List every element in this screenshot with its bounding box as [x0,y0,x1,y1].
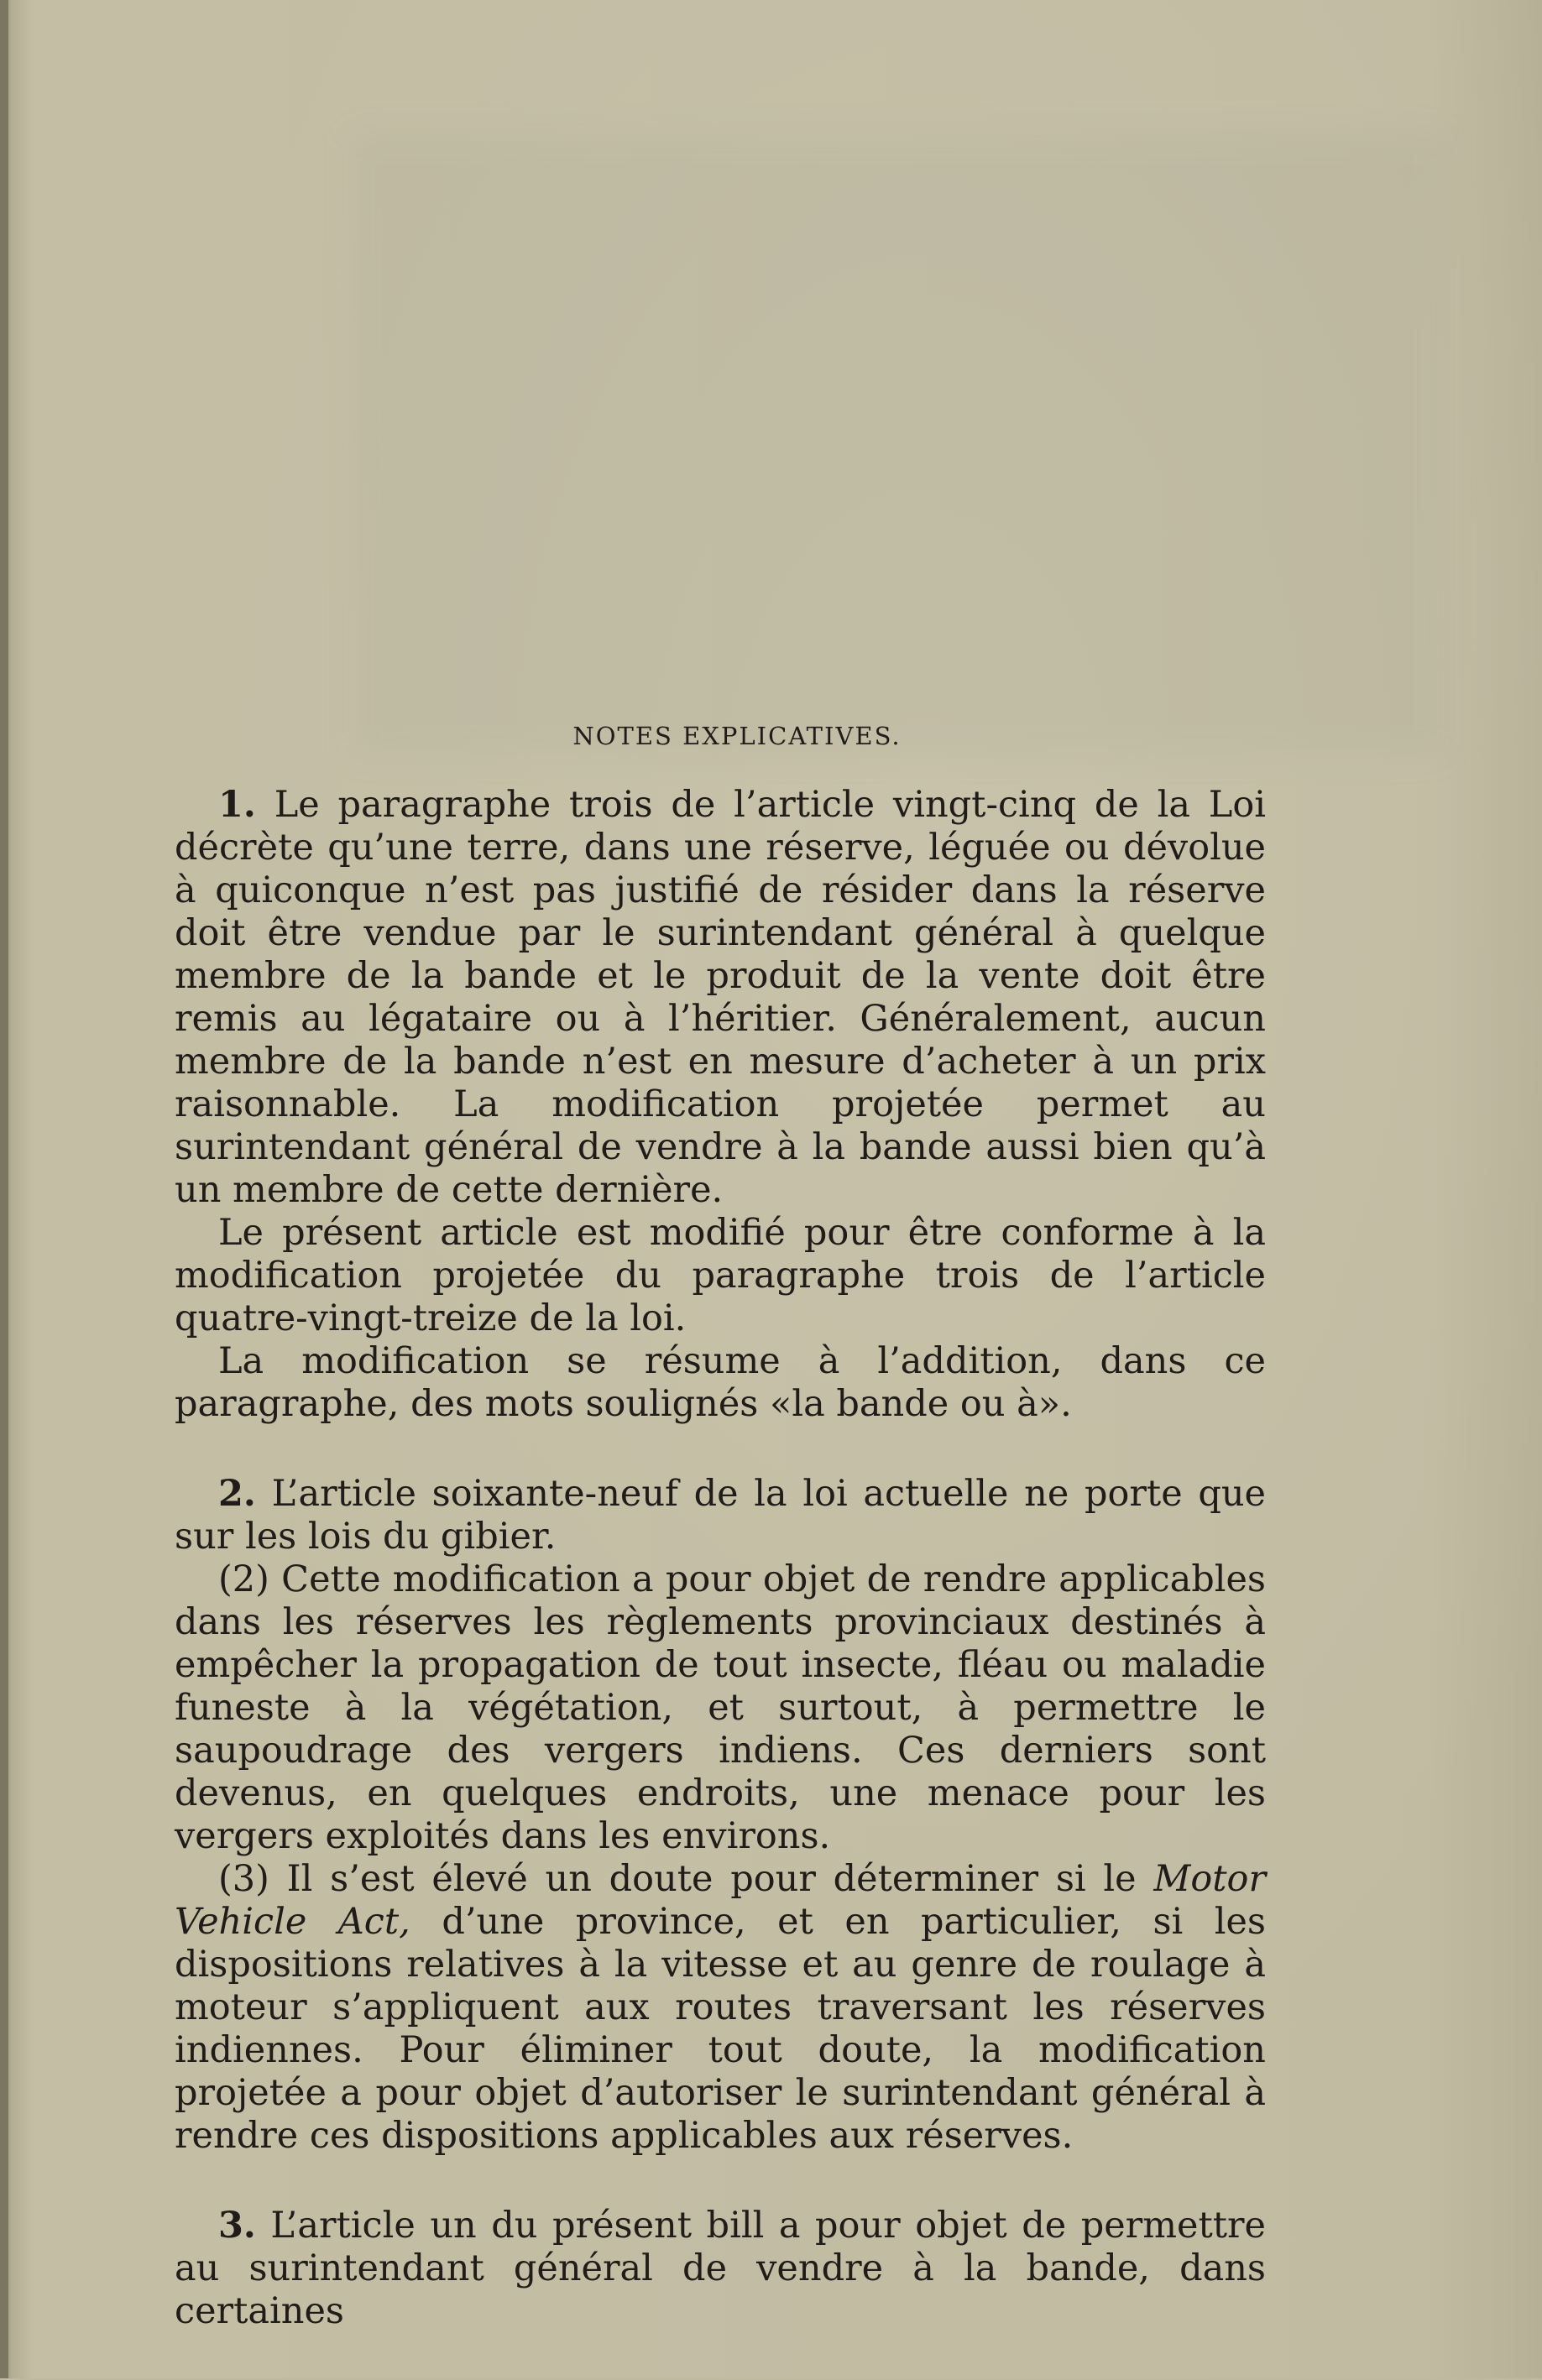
show-through-bleed [353,134,1444,755]
section-number: 2. [218,1473,256,1515]
note-section-2 [175,1473,1266,2158]
note-section-1 [175,784,1266,1426]
act-title: Motor Vehicle Act, [175,1858,1266,1943]
paragraph-text: d’une province, et en particulier, si les dispositions relatives à la vitesse et au genre de roulage à moteur s’appliquent aux routes traversant les réserves indiennes. Pour éliminer tout doute, la modification projetée a pour objet d’autoriser le surintendant général à rendre ces dispositions applicables aux réserves. [175,1901,1266,2157]
paragraph-text: (3) Il s’est élevé un doute pour déterminer si le [218,1858,1154,1900]
section-number: 3. [218,2205,256,2247]
paragraph [175,784,1266,1212]
section-number: 1. [218,784,256,826]
paragraph-text: Le paragraphe trois de l’article vingt-cinq de la Loi décrète qu’une terre, dans une réserve, léguée ou dévolue à quiconque n’est pas justifié de résider dans la réserve doit être vendue par le surintendant général à quelque membre de la bande et le produit de la vente doit être remis au légataire ou à l’héritier. Généralement, aucun membre de la bande n’est en mesure d’acheter à un prix raisonnable. La modification projetée permet au surintendant général de vendre à la bande aussi bien qu’à un membre de cette dernière. [175,784,1267,1211]
paragraph: (2) Cette modification a pour objet de rendre applicables dans les réserves les règlements provinciaux destinés à empêcher la propagation de tout insecte, fléau ou maladie funeste à la végétation, et surtout, à permettre le saupoudrage des vergers indiens. Ces derniers sont devenus, en quelques endroits, une menace pour les vergers exploités dans les environs. [175,1558,1266,1857]
note-section-3 [175,2205,1266,2333]
paragraph-text: L’article soixante-neuf de la loi actuelle ne porte que sur les lois du gibier. [175,1473,1266,1558]
paragraph: Le présent article est modifié pour être conforme à la modification projetée du paragraphe trois de l’article quatre-vingt-treize de la loi. [175,1212,1266,1339]
document-body [175,722,1266,2380]
paragraph-text: L’article un du présent bill a pour objet de permettre au surintendant général de vendre à la bande, dans certaines [175,2205,1267,2332]
paragraph [175,1473,1266,1558]
paragraph: La modification se résume à l’addition, dans ce paragraphe, des mots soulignés «la bande ou à». [175,1340,1266,1425]
page-binding-edge [0,0,8,2378]
paragraph [175,2205,1266,2333]
page-heading: NOTES EXPLICATIVES. [572,722,902,750]
paragraph [175,1858,1266,2158]
